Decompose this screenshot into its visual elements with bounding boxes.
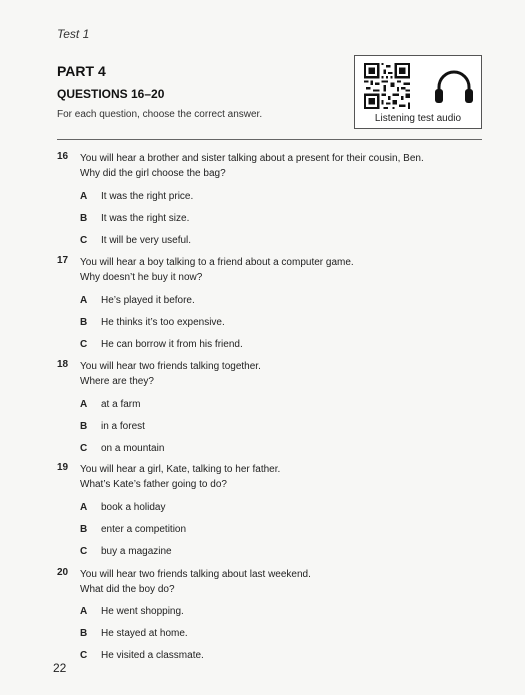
option-letter: B (80, 628, 88, 639)
section-divider (57, 139, 482, 140)
option-text: in a forest (101, 421, 145, 432)
option-text: enter a competition (101, 524, 187, 535)
option-text: He can borrow it from his friend. (101, 339, 243, 350)
question-number: 20 (57, 567, 69, 578)
question-context: You will hear a brother and sister talking about a present for their cousin, Ben. (80, 153, 424, 164)
answer-option-b[interactable] (80, 213, 189, 224)
option-text: He stayed at home. (101, 628, 188, 639)
option-text: It was the right price. (101, 191, 194, 202)
qr-code-icon[interactable] (364, 63, 410, 109)
question-prompt (80, 151, 424, 181)
answer-option-b[interactable] (80, 317, 225, 328)
questions-range-heading: QUESTIONS 16–20 (57, 87, 165, 101)
question-context: You will hear a girl, Kate, talking to her father. (80, 464, 281, 475)
answer-option-a[interactable] (80, 502, 166, 513)
answer-option-a[interactable] (80, 606, 184, 617)
answer-option-c[interactable] (80, 650, 204, 661)
page-number: 22 (53, 661, 67, 675)
headphones-icon (432, 67, 476, 105)
option-letter: A (80, 606, 88, 617)
option-letter: B (80, 213, 88, 224)
listening-audio-label: Listening test audio (374, 113, 462, 124)
option-text: He’s played it before. (101, 295, 195, 306)
answer-option-c[interactable] (80, 546, 172, 557)
option-letter: C (80, 339, 88, 350)
option-letter: B (80, 421, 88, 432)
option-text: It will be very useful. (101, 235, 192, 246)
option-text: He went shopping. (101, 606, 184, 617)
option-letter: B (80, 317, 88, 328)
question-ask: Why doesn’t he buy it now? (80, 272, 203, 283)
answer-option-a[interactable] (80, 191, 193, 202)
question-ask: Why did the girl choose the bag? (80, 168, 226, 179)
question-prompt (80, 462, 280, 492)
answer-option-b[interactable] (80, 421, 145, 432)
instructions-text: For each question, choose the correct answer. (57, 109, 263, 120)
question-context: You will hear two friends talking together. (80, 361, 261, 372)
option-letter: C (80, 443, 88, 454)
option-letter: B (80, 524, 88, 535)
question-prompt (80, 567, 311, 597)
question-prompt (80, 359, 261, 389)
option-letter: A (80, 502, 88, 513)
question-number: 16 (57, 151, 69, 162)
answer-option-c[interactable] (80, 339, 243, 350)
page-header-label: Test 1 (57, 27, 90, 41)
option-text: at a farm (101, 399, 141, 410)
answer-option-a[interactable] (80, 295, 195, 306)
option-letter: A (80, 295, 88, 306)
option-text: He thinks it’s too expensive. (101, 317, 225, 328)
option-text: He visited a classmate. (101, 650, 204, 661)
answer-option-c[interactable] (80, 235, 191, 246)
answer-option-c[interactable] (80, 443, 164, 454)
option-letter: A (80, 191, 88, 202)
question-ask: Where are they? (80, 376, 154, 387)
part-title: PART 4 (57, 63, 106, 79)
option-letter: A (80, 399, 88, 410)
option-letter: C (80, 650, 88, 661)
question-number: 18 (57, 359, 69, 370)
option-text: book a holiday (101, 502, 166, 513)
question-number: 19 (57, 462, 69, 473)
option-text: buy a magazine (101, 546, 172, 557)
question-context: You will hear two friends talking about last weekend. (80, 569, 311, 580)
question-prompt (80, 255, 354, 285)
option-text: on a mountain (101, 443, 165, 454)
option-text: It was the right size. (101, 213, 190, 224)
listening-audio-box[interactable] (354, 55, 482, 129)
option-letter: C (80, 235, 88, 246)
answer-option-a[interactable] (80, 399, 140, 410)
answer-option-b[interactable] (80, 628, 188, 639)
question-context: You will hear a boy talking to a friend about a computer game. (80, 257, 354, 268)
question-ask: What did the boy do? (80, 584, 175, 595)
question-ask: What’s Kate’s father going to do? (80, 479, 227, 490)
answer-option-b[interactable] (80, 524, 186, 535)
question-number: 17 (57, 255, 69, 266)
option-letter: C (80, 546, 88, 557)
